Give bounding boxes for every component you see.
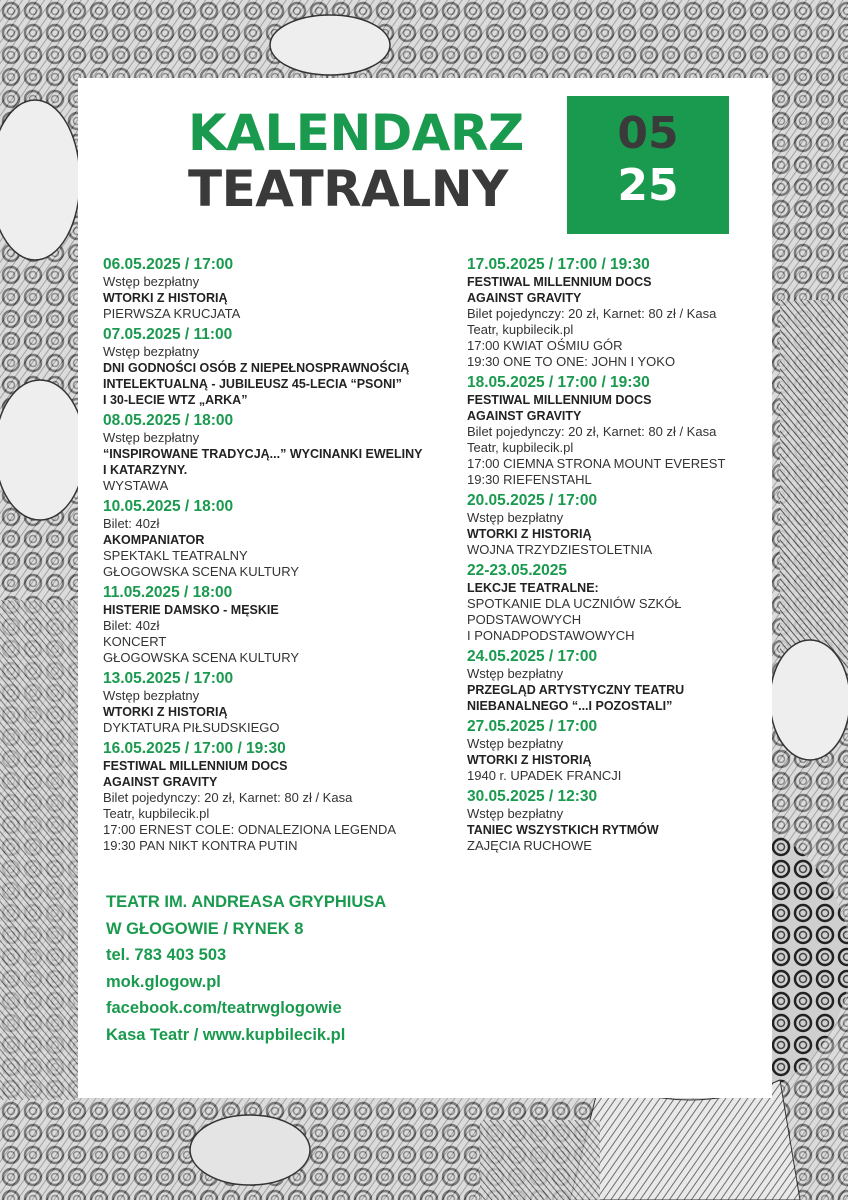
event-info-line: Bilet: 40zł	[103, 516, 160, 531]
year-number: 25	[617, 160, 679, 211]
event-entry	[467, 647, 767, 714]
month-year-box	[567, 96, 729, 234]
event-title-line: WTORKI Z HISTORIĄ	[103, 705, 228, 719]
event-title-line: FESTIWAL MILLENNIUM DOCS	[103, 759, 288, 773]
event-info-line: PIERWSZA KRUCJATA	[103, 306, 241, 321]
events-right-column	[467, 255, 767, 854]
event-date: 08.05.2025 / 18:00	[103, 412, 234, 429]
event-date: 10.05.2025 / 18:00	[103, 498, 234, 515]
event-entry	[467, 255, 767, 370]
event-info-line: SPEKTAKL TEATRALNY	[103, 548, 248, 563]
event-info-line: Wstęp bezpłatny	[103, 688, 200, 703]
event-title-line: WTORKI Z HISTORIĄ	[467, 753, 592, 767]
event-title-line: FESTIWAL MILLENNIUM DOCS	[467, 393, 652, 407]
event-title-line: I 30-LECIE WTZ „ARKA”	[103, 393, 248, 407]
event-date: 06.05.2025 / 17:00	[103, 256, 234, 273]
event-info-line: Teatr, kupbilecik.pl	[467, 322, 574, 337]
event-info-line: Wstęp bezpłatny	[103, 274, 200, 289]
events-left-column	[103, 255, 463, 854]
event-title-line: I KATARZYNY.	[103, 463, 188, 477]
poster-title	[188, 104, 524, 218]
event-info-line: Bilet pojedynczy: 20 zł, Karnet: 80 zł / Kasa	[103, 790, 353, 805]
event-info-line: DYKTATURA PIŁSUDSKIEGO	[103, 720, 280, 735]
event-info-line: ZAJĘCIA RUCHOWE	[467, 838, 592, 853]
event-title-line: AGAINST GRAVITY	[467, 291, 582, 305]
event-info-line: 17:00 CIEMNA STRONA MOUNT EVEREST	[467, 456, 726, 471]
event-info-line: Wstęp bezpłatny	[467, 510, 564, 525]
event-title-line: AGAINST GRAVITY	[467, 409, 582, 423]
contact-facebook[interactable]: facebook.com/teatrwglogowie	[106, 999, 342, 1017]
event-date: 07.05.2025 / 11:00	[103, 326, 233, 343]
event-date: 27.05.2025 / 17:00	[467, 718, 598, 735]
event-info-line: 1940 r. UPADEK FRANCJI	[467, 768, 622, 783]
event-info-line: Teatr, kupbilecik.pl	[103, 806, 210, 821]
event-info-line: 19:30 ONE TO ONE: JOHN I YOKO	[467, 354, 676, 369]
event-date: 24.05.2025 / 17:00	[467, 648, 598, 665]
event-info-line: 17:00 ERNEST COLE: ODNALEZIONA LEGENDA	[103, 822, 397, 837]
event-title-line: WTORKI Z HISTORIĄ	[103, 291, 228, 305]
title-line-1: KALENDARZ	[188, 104, 524, 162]
event-title-line: DNI GODNOŚCI OSÓB Z NIEPEŁNOSPRAWNOŚCIĄ	[103, 361, 410, 375]
event-info-line: Wstęp bezpłatny	[467, 666, 564, 681]
event-entry	[103, 669, 463, 736]
event-entry	[467, 491, 767, 558]
event-info-line: GŁOGOWSKA SCENA KULTURY	[103, 650, 300, 665]
event-info-line: Bilet pojedynczy: 20 zł, Karnet: 80 zł / Kasa	[467, 424, 717, 439]
event-title-line: PRZEGLĄD ARTYSTYCZNY TEATRU	[467, 683, 685, 697]
event-date: 18.05.2025 / 17:00 / 19:30	[467, 374, 650, 391]
event-title-line: HISTERIE DAMSKO - MĘSKIE	[103, 603, 279, 617]
contact-phone[interactable]: tel. 783 403 503	[106, 946, 227, 964]
event-entry	[103, 497, 463, 580]
event-entry	[467, 373, 767, 488]
event-info-line: Wstęp bezpłatny	[467, 806, 564, 821]
contact-theatre-name: TEATR IM. ANDREASA GRYPHIUSA	[106, 893, 387, 911]
event-date: 17.05.2025 / 17:00 / 19:30	[467, 256, 650, 273]
event-title-line: NIEBANALNEGO “...I POZOSTALI”	[467, 699, 673, 713]
event-info-line: WOJNA TRZYDZIESTOLETNIA	[467, 542, 653, 557]
contact-block	[106, 889, 386, 1048]
month-number: 05	[617, 108, 679, 159]
event-title-line: LEKCJE TEATRALNE:	[467, 581, 599, 595]
event-info-line: Teatr, kupbilecik.pl	[467, 440, 574, 455]
event-date: 13.05.2025 / 17:00	[103, 670, 234, 687]
event-date: 22-23.05.2025	[467, 562, 567, 579]
event-info-line: GŁOGOWSKA SCENA KULTURY	[103, 564, 300, 579]
title-line-2: TEATRALNY	[188, 160, 508, 218]
contact-address: W GŁOGOWIE / RYNEK 8	[106, 919, 304, 938]
event-title-line: INTELEKTUALNĄ - JUBILEUSZ 45-LECIA “PSONI”	[103, 377, 402, 391]
event-entry	[467, 717, 767, 784]
event-entry	[103, 255, 463, 322]
event-info-line: Wstęp bezpłatny	[103, 430, 200, 445]
event-entry	[103, 583, 463, 666]
event-title-line: TANIEC WSZYSTKICH RYTMÓW	[467, 823, 659, 837]
event-info-line: Wstęp bezpłatny	[467, 736, 564, 751]
event-info-line: KONCERT	[103, 634, 167, 649]
event-info-line: SPOTKANIE DLA UCZNIÓW SZKÓŁ	[467, 596, 682, 611]
event-entry	[103, 739, 463, 854]
event-title-line: AKOMPANIATOR	[103, 533, 205, 547]
event-date: 20.05.2025 / 17:00	[467, 492, 598, 509]
event-info-line: Wstęp bezpłatny	[103, 344, 200, 359]
event-info-line: WYSTAWA	[103, 478, 169, 493]
event-info-line: 19:30 PAN NIKT KONTRA PUTIN	[103, 838, 298, 853]
event-info-line: Bilet pojedynczy: 20 zł, Karnet: 80 zł / Kasa	[467, 306, 717, 321]
event-info-line: PODSTAWOWYCH	[467, 612, 582, 627]
event-title-line: “INSPIROWANE TRADYCJĄ...” WYCINANKI EWELINY	[103, 447, 423, 461]
event-title-line: FESTIWAL MILLENNIUM DOCS	[467, 275, 652, 289]
contact-tickets[interactable]: Kasa Teatr / www.kupbilecik.pl	[106, 1025, 346, 1044]
event-info-line: 17:00 KWIAT OŚMIU GÓR	[467, 338, 623, 353]
event-entry	[467, 787, 767, 854]
event-info-line: I PONADPODSTAWOWYCH	[467, 628, 635, 643]
contact-website[interactable]: mok.glogow.pl	[106, 972, 221, 991]
event-entry	[103, 411, 463, 494]
event-entry	[467, 561, 767, 644]
event-date: 30.05.2025 / 12:30	[467, 788, 598, 805]
event-date: 11.05.2025 / 18:00	[103, 584, 233, 601]
event-date: 16.05.2025 / 17:00 / 19:30	[103, 740, 286, 757]
event-title-line: WTORKI Z HISTORIĄ	[467, 527, 592, 541]
event-entry	[103, 325, 463, 408]
event-title-line: AGAINST GRAVITY	[103, 775, 218, 789]
event-info-line: 19:30 RIEFENSTAHL	[467, 472, 592, 487]
event-info-line: Bilet: 40zł	[103, 618, 160, 633]
